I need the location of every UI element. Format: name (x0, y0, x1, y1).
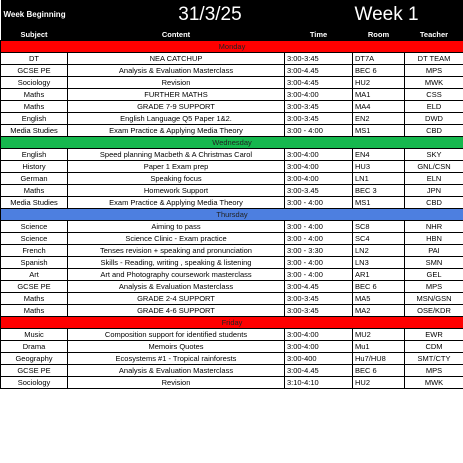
cell-teacher: SKY (405, 149, 463, 161)
table-row (1, 149, 463, 161)
cell-time: 3:00-4.45 (285, 65, 353, 77)
cell-subject: English (1, 113, 68, 125)
cell-time: 3:00 - 4:00 (285, 197, 353, 209)
cell-time: 3:10-4:10 (285, 377, 353, 389)
cell-teacher: ELD (405, 101, 463, 113)
cell-content: Aiming to pass (68, 221, 285, 233)
cell-teacher: NHR (405, 221, 463, 233)
cell-teacher: MPS (405, 65, 463, 77)
week-date: 31/3/25 (68, 0, 353, 29)
cell-time: 3:00-3.45 (285, 185, 353, 197)
cell-subject: Maths (1, 185, 68, 197)
cell-room: Hu7/HU8 (353, 353, 405, 365)
table-row (1, 101, 463, 113)
table-row (1, 245, 463, 257)
cell-teacher: GNL/CSN (405, 161, 463, 173)
column-header-row (1, 29, 463, 41)
cell-subject: Maths (1, 305, 68, 317)
cell-subject: Maths (1, 101, 68, 113)
cell-subject: GCSE PE (1, 365, 68, 377)
cell-room: EN4 (353, 149, 405, 161)
cell-room: MA2 (353, 305, 405, 317)
column-header-subject: Subject (1, 29, 68, 41)
day-header-wednesday (1, 137, 463, 149)
cell-time: 3:00-4:00 (285, 149, 353, 161)
cell-time: 3:00 - 4:00 (285, 257, 353, 269)
cell-time: 3:00 - 4:00 (285, 269, 353, 281)
cell-content: Paper 1 Exam prep (68, 161, 285, 173)
table-row (1, 185, 463, 197)
cell-teacher: ELN (405, 173, 463, 185)
table-row (1, 329, 463, 341)
cell-content: Analysis & Evaluation Masterclass (68, 281, 285, 293)
cell-room: BEC 6 (353, 65, 405, 77)
cell-subject: English (1, 149, 68, 161)
cell-content: Art and Photography coursework masterclass (68, 269, 285, 281)
cell-room: LN2 (353, 245, 405, 257)
day-header-friday (1, 317, 463, 329)
cell-content: Revision (68, 77, 285, 89)
cell-subject: GCSE PE (1, 65, 68, 77)
cell-content: GRADE 4-6 SUPPORT (68, 305, 285, 317)
cell-room: MU2 (353, 329, 405, 341)
table-row (1, 173, 463, 185)
cell-room: MA1 (353, 89, 405, 101)
column-header-content: Content (68, 29, 285, 41)
cell-time: 3:00-4:00 (285, 161, 353, 173)
table-row (1, 221, 463, 233)
cell-time: 3:00 - 4:00 (285, 125, 353, 137)
cell-subject: Sociology (1, 77, 68, 89)
cell-teacher: HBN (405, 233, 463, 245)
cell-time: 3:00-3:45 (285, 53, 353, 65)
day-label: Wednesday (1, 137, 463, 149)
cell-room: BEC 6 (353, 281, 405, 293)
cell-subject: Music (1, 329, 68, 341)
cell-content: Memoirs Quotes (68, 341, 285, 353)
cell-teacher: DWD (405, 113, 463, 125)
day-label: Thursday (1, 209, 463, 221)
cell-room: BEC 6 (353, 365, 405, 377)
table-row (1, 341, 463, 353)
cell-content: Science Clinic - Exam practice (68, 233, 285, 245)
cell-time: 3:00-4:00 (285, 89, 353, 101)
cell-room: HU3 (353, 161, 405, 173)
cell-teacher: MPS (405, 365, 463, 377)
cell-subject: Spanish (1, 257, 68, 269)
cell-time: 3:00-400 (285, 353, 353, 365)
cell-content: Speaking focus (68, 173, 285, 185)
cell-subject: Maths (1, 89, 68, 101)
cell-room: SC4 (353, 233, 405, 245)
cell-room: BEC 3 (353, 185, 405, 197)
day-header-monday (1, 41, 463, 53)
cell-subject: Sociology (1, 377, 68, 389)
cell-teacher: MPS (405, 281, 463, 293)
cell-content: Skills - Reading, writing , speaking & listening (68, 257, 285, 269)
column-header-room: Room (353, 29, 405, 41)
cell-teacher: JPN (405, 185, 463, 197)
cell-time: 3:00-4:45 (285, 77, 353, 89)
cell-room: HU2 (353, 77, 405, 89)
cell-teacher: SMN (405, 257, 463, 269)
table-row (1, 161, 463, 173)
cell-room: LN1 (353, 173, 405, 185)
cell-teacher: MSN/GSN (405, 293, 463, 305)
cell-time: 3:00 - 4:00 (285, 221, 353, 233)
title-row (1, 0, 463, 29)
cell-time: 3:00-3:45 (285, 305, 353, 317)
cell-room: MS1 (353, 125, 405, 137)
cell-room: MA5 (353, 293, 405, 305)
cell-time: 3:00 - 4:00 (285, 233, 353, 245)
cell-subject: Science (1, 233, 68, 245)
column-header-time: Time (285, 29, 353, 41)
cell-subject: French (1, 245, 68, 257)
cell-content: Composition support for identified students (68, 329, 285, 341)
cell-content: FURTHER MATHS (68, 89, 285, 101)
column-header-teacher: Teacher (405, 29, 463, 41)
cell-teacher: CDM (405, 341, 463, 353)
cell-content: Homework Support (68, 185, 285, 197)
cell-time: 3:00-3:45 (285, 293, 353, 305)
cell-room: MS1 (353, 197, 405, 209)
cell-teacher: PAI (405, 245, 463, 257)
cell-room: SC8 (353, 221, 405, 233)
cell-teacher: CBD (405, 125, 463, 137)
cell-room: DT7A (353, 53, 405, 65)
cell-room: LN3 (353, 257, 405, 269)
cell-content: English Language Q5 Paper 1&2. (68, 113, 285, 125)
table-row (1, 53, 463, 65)
table-row (1, 233, 463, 245)
cell-room: HU2 (353, 377, 405, 389)
cell-subject: DT (1, 53, 68, 65)
cell-subject: GCSE PE (1, 281, 68, 293)
cell-room: Mu1 (353, 341, 405, 353)
cell-teacher: MWK (405, 377, 463, 389)
table-row (1, 125, 463, 137)
cell-content: Exam Practice & Applying Media Theory (68, 197, 285, 209)
cell-room: MA4 (353, 101, 405, 113)
cell-time: 3:00-4.45 (285, 281, 353, 293)
cell-content: Ecosystems #1 - Tropical rainforests (68, 353, 285, 365)
table-row (1, 353, 463, 365)
cell-subject: Media Studies (1, 197, 68, 209)
cell-content: Analysis & Evaluation Masterclass (68, 365, 285, 377)
cell-teacher: GEL (405, 269, 463, 281)
cell-teacher: SMT/CTY (405, 353, 463, 365)
table-row (1, 113, 463, 125)
table-row (1, 269, 463, 281)
table-row (1, 305, 463, 317)
cell-time: 3:00-4:00 (285, 173, 353, 185)
table-row (1, 293, 463, 305)
day-label: Monday (1, 41, 463, 53)
cell-content: Speed planning Macbeth & A Christmas Carol (68, 149, 285, 161)
cell-time: 3:00 - 3:30 (285, 245, 353, 257)
cell-subject: German (1, 173, 68, 185)
cell-time: 3:00-4:00 (285, 341, 353, 353)
day-label: Friday (1, 317, 463, 329)
table-row (1, 197, 463, 209)
cell-subject: Drama (1, 341, 68, 353)
cell-content: Revision (68, 377, 285, 389)
cell-subject: Geography (1, 353, 68, 365)
cell-subject: Science (1, 221, 68, 233)
cell-time: 3:00-3:45 (285, 101, 353, 113)
cell-time: 3:00-3:45 (285, 113, 353, 125)
table-row (1, 89, 463, 101)
table-row (1, 65, 463, 77)
week-beginning-label: Week Beginning (1, 0, 68, 29)
table-row (1, 257, 463, 269)
table-row (1, 365, 463, 377)
cell-time: 3:00-4.45 (285, 365, 353, 377)
cell-subject: History (1, 161, 68, 173)
table-row (1, 281, 463, 293)
cell-room: EN2 (353, 113, 405, 125)
table-row (1, 77, 463, 89)
table-row (1, 377, 463, 389)
cell-content: Analysis & Evaluation Masterclass (68, 65, 285, 77)
cell-room: AR1 (353, 269, 405, 281)
cell-content: NEA CATCHUP (68, 53, 285, 65)
week-number: Week 1 (353, 0, 463, 29)
cell-teacher: OSE/KDR (405, 305, 463, 317)
cell-teacher: CSS (405, 89, 463, 101)
cell-teacher: EWR (405, 329, 463, 341)
cell-subject: Maths (1, 293, 68, 305)
cell-teacher: CBD (405, 197, 463, 209)
cell-teacher: MWK (405, 77, 463, 89)
cell-content: Exam Practice & Applying Media Theory (68, 125, 285, 137)
cell-content: GRADE 2-4 SUPPORT (68, 293, 285, 305)
cell-content: GRADE 7-9 SUPPORT (68, 101, 285, 113)
cell-subject: Media Studies (1, 125, 68, 137)
cell-teacher: DT TEAM (405, 53, 463, 65)
cell-content: Tenses revision + speaking and pronunciation (68, 245, 285, 257)
cell-time: 3:00-4:00 (285, 329, 353, 341)
cell-subject: Art (1, 269, 68, 281)
day-header-thursday (1, 209, 463, 221)
